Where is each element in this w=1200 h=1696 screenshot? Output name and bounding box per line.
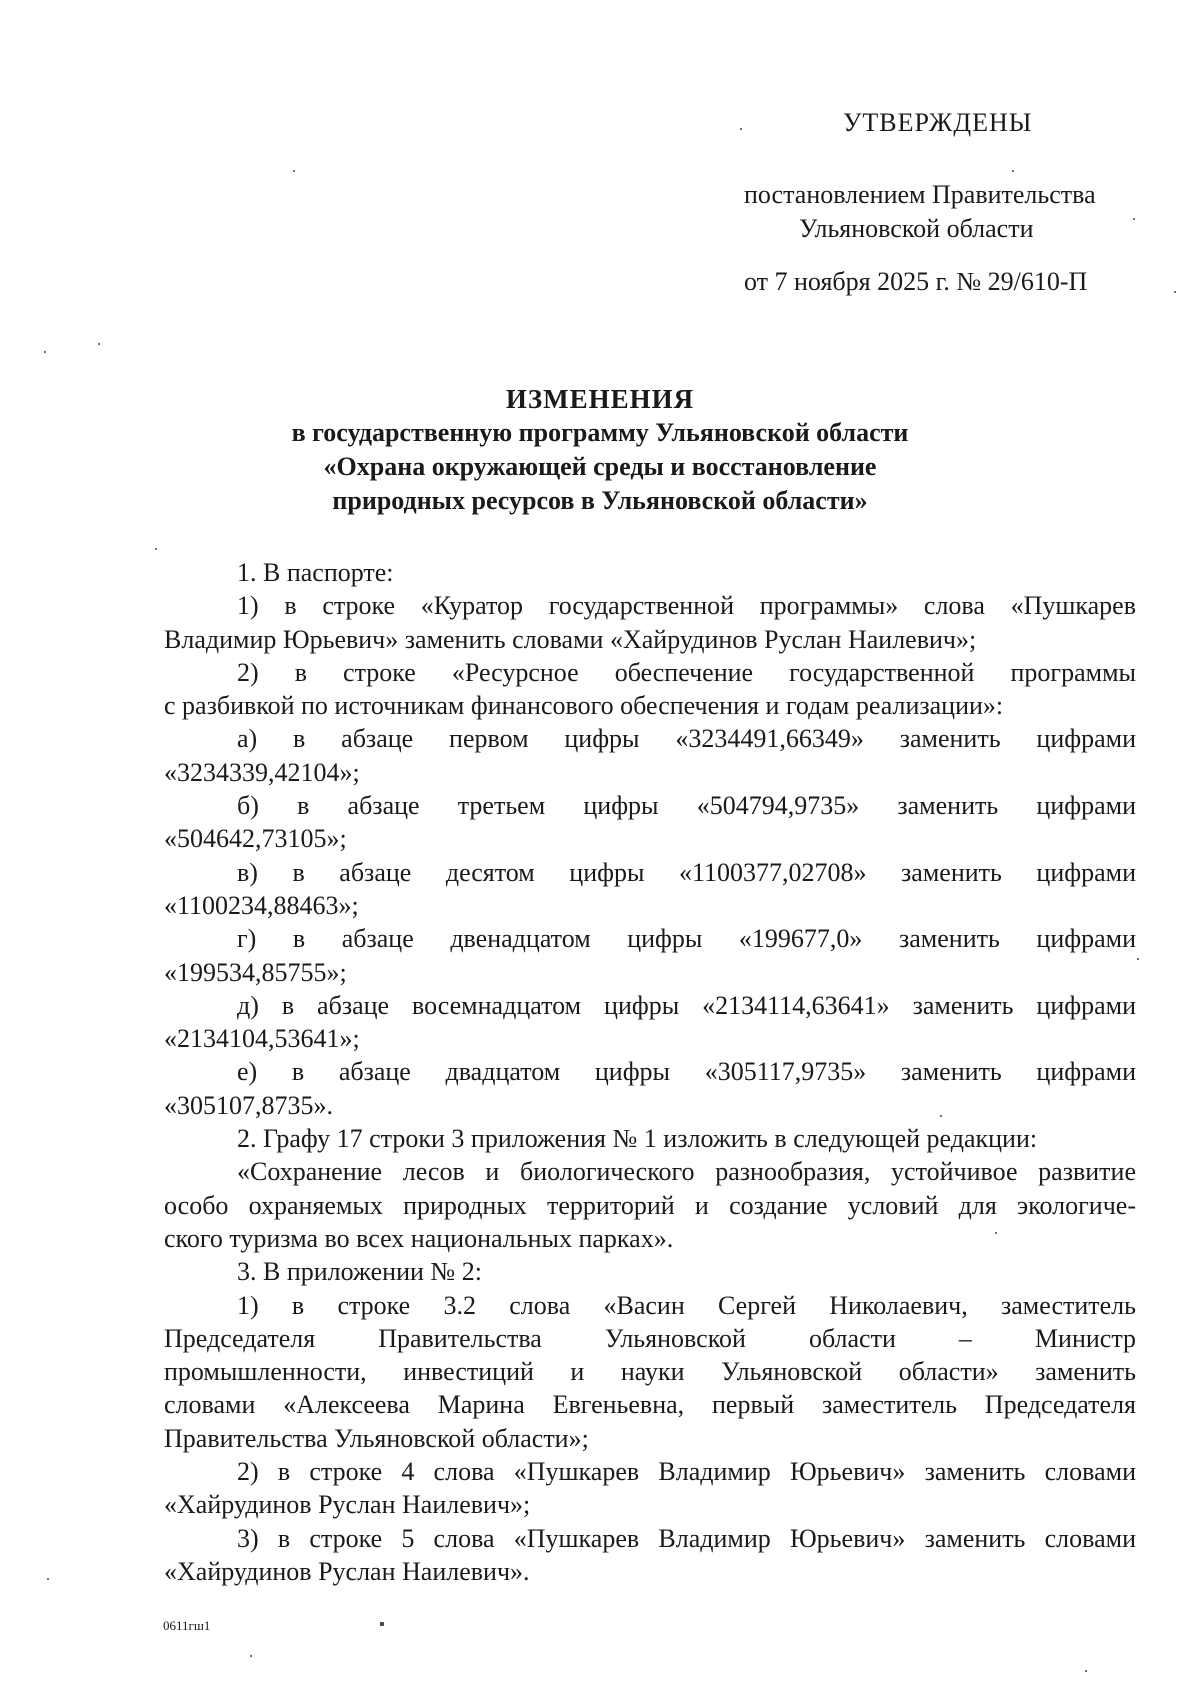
body-line: 1) в строке «Куратор государственной программы» слова «Пушкарев	[237, 591, 1136, 621]
scan-speck	[1133, 218, 1135, 220]
body-line: е) в абзаце двадцатом цифры «305117,9735» заменить цифрами	[237, 1057, 1136, 1087]
body-line: «199534,85755»;	[164, 957, 347, 987]
body-line: «3234339,42104»;	[164, 757, 360, 787]
scan-speck	[1137, 958, 1139, 960]
body-line: 2) в строке «Ресурсное обеспечение государственной программы	[237, 657, 1136, 687]
body-line: «Хайрудинов Руслан Наилевич»;	[164, 1490, 531, 1520]
body-line: «2134104,53641»;	[164, 1024, 360, 1054]
scan-speck	[1085, 1670, 1087, 1672]
body-line: словами «Алексеева Марина Евгеньевна, первый заместитель Председателя	[164, 1390, 1136, 1420]
body-line: Председателя Правительства Ульяновской области – Министр	[164, 1323, 1136, 1353]
body-line: 3) в строке 5 слова «Пушкарев Владимир Юрьевич» заменить словами	[237, 1523, 1136, 1553]
body-line: «305107,8735».	[164, 1090, 333, 1120]
body-line: 1) в строке 3.2 слова «Васин Сергей Николаевич, заместитель	[237, 1290, 1136, 1320]
body-line: с разбивкой по источникам финансового обеспечения и годам реализации»:	[164, 691, 1004, 721]
body-line: ского туризма во всех национальных парках».	[164, 1223, 674, 1253]
heading-line-3: природных ресурсов в Ульяновской области»	[332, 486, 868, 515]
approval-line-3: от 7 ноября 2025 г. № 29/610-П	[744, 267, 1088, 296]
scan-speck	[155, 548, 157, 550]
body-line: промышленности, инвестиций и науки Ульяновской области» заменить	[164, 1357, 1136, 1387]
scan-speck	[1012, 170, 1014, 172]
scan-speck	[250, 1655, 252, 1657]
body-line: «Хайрудинов Руслан Наилевич».	[164, 1556, 530, 1586]
scan-speck	[995, 1232, 997, 1234]
body-line: а) в абзаце первом цифры «3234491,66349» заменить цифрами	[237, 724, 1136, 754]
approval-title: УТВЕРЖДЕНЫ	[843, 108, 1033, 137]
scan-speck	[98, 343, 100, 345]
scan-speck	[44, 351, 46, 353]
body-line: 2) в строке 4 слова «Пушкарев Владимир Юрьевич» заменить словами	[237, 1457, 1136, 1487]
body-line: 3. В приложении № 2:	[237, 1257, 482, 1287]
body-line: Владимир Юрьевич» заменить словами «Хайрудинов Руслан Наилевич»;	[164, 624, 977, 654]
body-line: 2. Графу 17 строки 3 приложения № 1 изложить в следующей редакции:	[237, 1124, 1038, 1154]
scan-speck	[940, 1115, 942, 1117]
body-line: г) в абзаце двенадцатом цифры «199677,0» заменить цифрами	[237, 924, 1136, 954]
scan-speck	[47, 1578, 49, 1580]
heading-title: ИЗМЕНЕНИЯ	[505, 384, 695, 414]
scan-speck	[1174, 291, 1176, 293]
heading-line-1: в государственную программу Ульяновской области	[291, 418, 909, 447]
body-line: в) в абзаце десятом цифры «1100377,02708» заменить цифрами	[237, 857, 1136, 887]
heading-line-2: «Охрана окружающей среды и восстановление	[323, 452, 877, 481]
scan-speck	[740, 128, 742, 130]
body-line: «1100234,88463»;	[164, 890, 359, 920]
document-body	[164, 556, 1136, 1588]
body-line: особо охраняемых природных территорий и создание условий для экологиче-	[164, 1190, 1136, 1220]
scan-speck	[380, 1622, 384, 1626]
body-line: Правительства Ульяновской области»;	[164, 1423, 589, 1453]
document-heading	[0, 382, 1200, 518]
approval-line-2: Ульяновской области	[799, 214, 1034, 243]
body-line: «Сохранение лесов и биологического разнообразия, устойчивое развитие	[237, 1157, 1136, 1187]
body-line: «504642,73105»;	[164, 824, 347, 854]
document-code: 0611гш1	[163, 1618, 211, 1633]
body-line: 1. В паспорте:	[237, 558, 394, 587]
scan-speck	[293, 170, 295, 172]
approval-line-1: постановлением Правительства	[744, 180, 1096, 209]
body-line: б) в абзаце третьем цифры «504794,9735» заменить цифрами	[237, 791, 1136, 821]
body-line: д) в абзаце восемнадцатом цифры «2134114,63641» заменить цифрами	[237, 990, 1136, 1020]
